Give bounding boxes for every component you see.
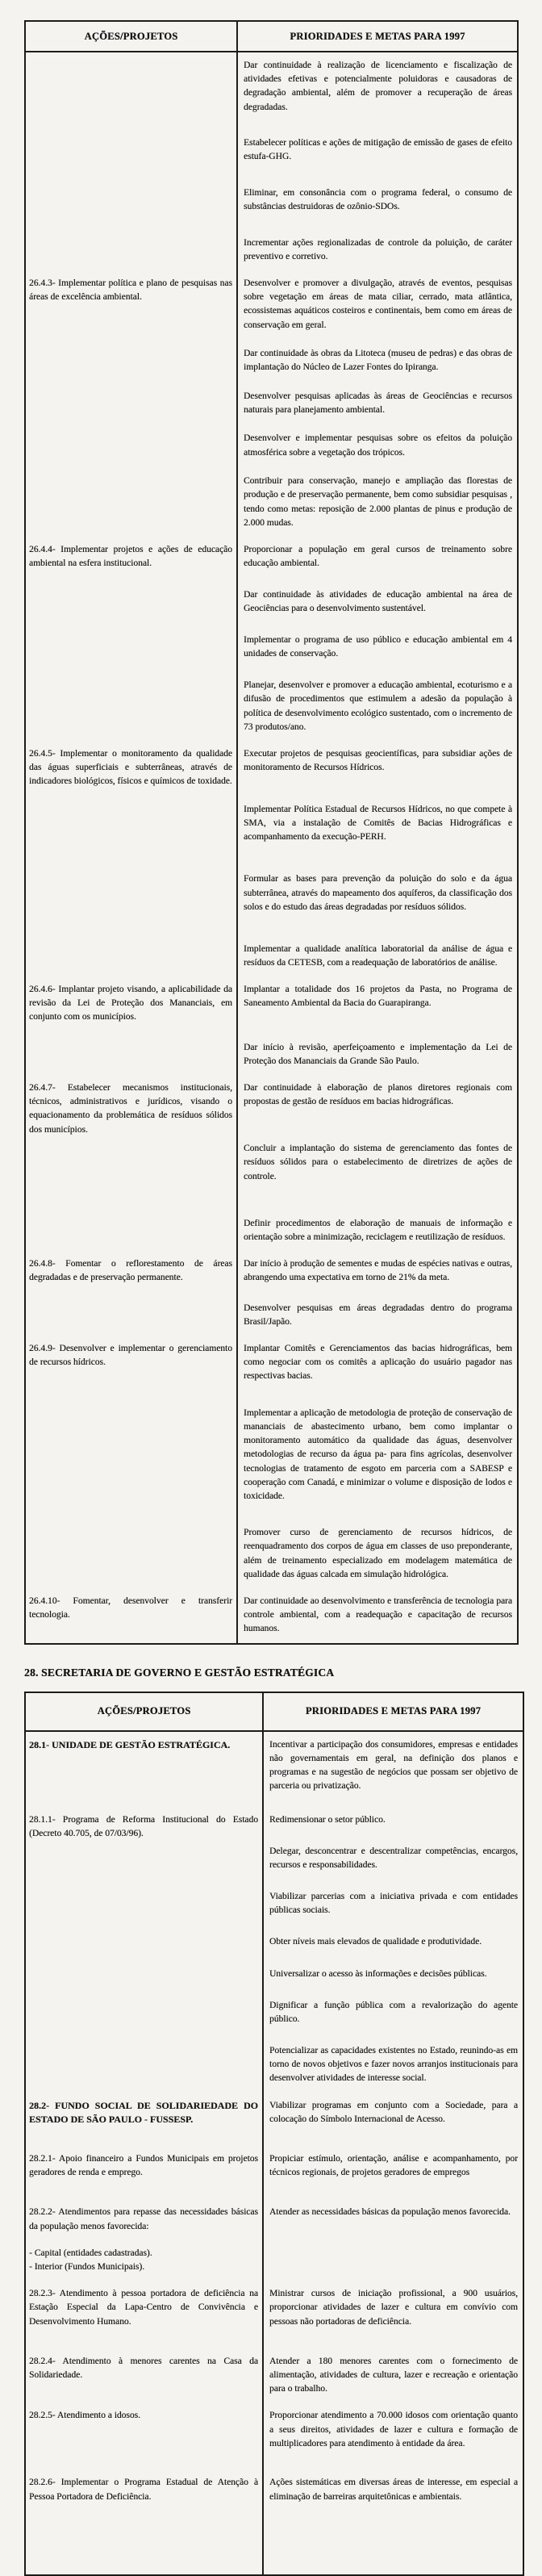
goal-text: Delegar, desconcentrar e descentralizar competências, encargos, recursos e responsabilidades. — [269, 1846, 518, 1870]
goal-text: Implantar Comitês e Gerenciamentos das bacias hidrográficas, bem como negociar com os comitês a aplicação do usuário pagador nas respectivas bacias. — [244, 1344, 512, 1382]
goal-text: Incentivar a participação dos consumidores, empresas e entidades não governamentais em geral, na definição dos planos e programas e na sugestão de negócios que possam ser objetivo de parceria ou privatização. — [269, 1739, 518, 1792]
goal-text: Executar projetos de pesquisas geocientíficas, para subsidiar ações de monitoramento de Recursos Hídricos. — [244, 749, 512, 773]
column-header-prioridades-metas: PRIORIDADES E METAS PARA 1997 — [262, 1693, 523, 1730]
action-cell — [26, 2146, 262, 2199]
goal-text: Implementar o programa de uso público e educação ambiental em 4 unidades de conservação. — [244, 635, 512, 659]
goals-cell — [236, 1251, 517, 1336]
goal-text: Incrementar ações regionalizadas de controle da poluição, de caráter preventivo e corretivo. — [244, 237, 512, 261]
action-text: 26.4.5- Implementar o monitoramento da qualidade das águas superficiais e subterrâneas, através de indicadores biológicos, físicos e químicos de toxidade. — [29, 749, 232, 787]
goal-text: Dar início à produção de sementes e mudas de espécies nativas e outras, abrangendo uma expectativa em torno de 21% da meta. — [244, 1259, 512, 1283]
goal-text: Desenvolver pesquisas em áreas degradadas dentro do programa Brasil/Japão. — [244, 1303, 512, 1327]
table-row — [26, 537, 517, 741]
goals-cell — [236, 52, 517, 270]
goal-text: Dar continuidade ao desenvolvimento e transferência de tecnologia para controle ambiental, com a readequação e capacitação de recursos humanos. — [244, 1596, 512, 1634]
goal-text: Dignificar a função pública com a revalorização do agente público. — [269, 2000, 518, 2024]
table-row — [26, 1588, 517, 1643]
goal-text: Dar continuidade às obras da Litoteca (museu de pedras) e das obras de implantação do Núcleo de Lazer Fontes do Ipiranga. — [244, 349, 512, 373]
table-row — [26, 1075, 517, 1251]
table-body — [26, 52, 517, 1643]
table-row — [26, 2402, 523, 2469]
goals-cell — [262, 2469, 523, 2574]
action-subitem: - Interior (Fundos Municipais). — [29, 2262, 145, 2273]
action-cell — [26, 1251, 236, 1336]
goals-cell — [236, 270, 517, 537]
action-text: 26.4.7- Estabelecer mecanismos institucionais, técnicos, administrativos e jurídicos, visando o equacionamento da problemática de resíduos sólidos dos municípios. — [29, 1083, 232, 1135]
table-row — [26, 976, 517, 1075]
action-text: 28.2- FUNDO SOCIAL DE SOLIDARIEDADE DO ESTADO DE SÃO PAULO - FUSSESP. — [29, 2099, 258, 2125]
action-text: 28.1- UNIDADE DE GESTÃO ESTRATÉGICA. — [29, 1738, 231, 1750]
goal-text: Atender as necessidades básicas da população menos favorecida. — [269, 2207, 511, 2218]
goal-text: Proporcionar a população em geral cursos de treinamento sobre educação ambiental. — [244, 545, 512, 569]
table-row — [26, 1807, 523, 2093]
goals-cell — [236, 537, 517, 741]
column-header-prioridades-metas: PRIORIDADES E METAS PARA 1997 — [236, 22, 517, 51]
action-cell — [26, 1075, 236, 1251]
goal-text: Desenvolver e implementar pesquisas sobre os efeitos da poluição atmosférica sobre a vegetação dos trópicos. — [244, 433, 512, 458]
goal-text: Dar continuidade à elaboração de planos diretores regionais com propostas de gestão de resíduos em bacias hidrográficas. — [244, 1083, 512, 1107]
action-cell — [26, 2348, 262, 2403]
action-text: 26.4.10- Fomentar, desenvolver e transferir tecnologia. — [29, 1596, 232, 1620]
action-cell — [26, 1807, 262, 2093]
goal-text: Redimensionar o setor público. — [269, 1814, 386, 1825]
goal-text: Atender a 180 menores carentes com o fornecimento de alimentação, atividades de cultura, lazer e recreação e orientação para o trabalho. — [269, 2356, 518, 2394]
action-cell — [26, 537, 236, 741]
action-cell — [26, 2469, 262, 2574]
goals-cell — [262, 2199, 523, 2281]
table-row — [26, 2146, 523, 2199]
table-row — [26, 1732, 523, 1807]
goal-text: Promover curso de gerenciamento de recursos hídricos, de reenquadramento dos corpos de água em classes de uso preponderante, além de treinamento especializado em modelagem matemática de qualidade das águas calcada em simulação hidrológica. — [244, 1528, 512, 1579]
goals-cell — [262, 2146, 523, 2199]
action-cell — [26, 2093, 262, 2146]
goals-cell — [236, 741, 517, 976]
action-cell — [26, 2281, 262, 2348]
table-row — [26, 2281, 523, 2348]
table-row — [26, 1251, 517, 1336]
goals-cell — [236, 1588, 517, 1643]
table-body — [26, 1732, 523, 2575]
action-text: 28.2.6- Implementar o Programa Estadual de Atenção à Pessoa Portadora de Deficiência. — [29, 2478, 258, 2502]
section-heading: 28. SECRETARIA DE GOVERNO E GESTÃO ESTRATÉGICA — [24, 1666, 335, 1679]
table-header-row — [26, 1693, 523, 1732]
action-cell — [26, 270, 236, 537]
action-cell — [26, 2199, 262, 2281]
goal-text: Formular as bases para prevenção da poluição do solo e da água subterrânea, através do mapeamento dos aquíferos, da classificação dos solos e do estudo das áreas degradadas por resíduos sólidos. — [244, 874, 512, 912]
actions-goals-table-governo-gestao — [24, 1692, 524, 2576]
goal-text: Viabilizar programas em conjunto com a Sociedade, para a colocação do Símbolo Internacional de Acesso. — [269, 2100, 518, 2124]
goals-cell — [236, 1075, 517, 1251]
column-header-acoes-projetos: AÇÕES/PROJETOS — [97, 1705, 191, 1717]
action-text: 26.4.9- Desenvolver e implementar o gerenciamento de recursos hídricos. — [29, 1344, 232, 1368]
goal-text: Dar continuidade à realização de licenciamento e fiscalização de atividades efetivas e potencialmente poluidoras e causadoras de degradação ambiental, além de promover a recuperação de áreas degradadas. — [244, 61, 512, 112]
goal-text: Desenvolver e promover a divulgação, através de eventos, pesquisas sobre vegetação em áreas de mata ciliar, cerrado, mata atlântica, ecossistemas aquáticos costeiros e continentais, bem como em áreas de conservação em geral. — [244, 278, 512, 330]
table-row — [26, 741, 517, 976]
goal-text: Implementar a aplicação de metodologia de proteção de conservação de mananciais de abastecimento urbano, bem como implantar o monitoramento automático da qualidade das águas, desenvolver metodologias de recurso da água pa- para fins agrícolas, desenvolver tecnologias de tratamento de esgoto em parceria com a SABESP e cooperação com Canadá, e minimizar o volume e disposição de lodos e toxicidade. — [244, 1407, 512, 1501]
action-text: 26.4.4- Implementar projetos e ações de educação ambiental na esfera institucional. — [29, 545, 232, 569]
table-row — [26, 2469, 523, 2574]
goal-text: Viabilizar parcerias com a iniciativa privada e com entidades públicas sociais. — [269, 1892, 518, 1916]
goals-cell — [236, 976, 517, 1075]
goals-cell — [262, 1807, 523, 2093]
column-header-acoes-projetos: AÇÕES/PROJETOS — [84, 30, 178, 42]
goal-text: Concluir a implantação do sistema de gerenciamento das fontes de resíduos sólidos para o estabelecimento de diretrizes de ações de controle. — [244, 1144, 512, 1181]
goal-text: Proporcionar atendimento a 70.000 idosos com orientação quanto a seus direitos, atividades de lazer e cultura e formação de multiplicadores para atendimento à entidade da área. — [269, 2411, 518, 2448]
action-cell — [26, 1732, 262, 1807]
goal-text: Contribuir para conservação, manejo e ampliação das florestas de produção e de preservação permanente, bem como subsidiar pesquisas , tendo como metas: reposição de 2.000 plantas de pinus e produção de 2.000 mudas. — [244, 476, 512, 528]
table-header-row — [26, 22, 517, 52]
table-row — [26, 1336, 517, 1588]
action-cell — [26, 1336, 236, 1588]
goal-text: Ministrar cursos de iniciação profissional, a 900 usuários, proporcionar atividades de lazer e cultura em convívio com pessoas não portadoras de deficiência. — [269, 2289, 518, 2327]
action-cell — [26, 976, 236, 1075]
action-text: 28.2.5- Atendimento a idosos. — [29, 2411, 140, 2421]
table-row — [26, 52, 517, 270]
action-subitem: - Capital (entidades cadastradas). — [29, 2248, 152, 2258]
goal-text: Implantar a totalidade dos 16 projetos da Pasta, no Programa de Saneamento Ambiental da Bacia do Guarapiranga. — [244, 985, 512, 1009]
goal-text: Dar início à revisão, aperfeiçoamento e implementação da Lei de Proteção dos Mananciais da Grande São Paulo. — [244, 1042, 512, 1066]
action-cell — [26, 741, 236, 976]
goal-text: Eliminar, em consonância com o programa federal, o consumo de substâncias destruidoras de ozônio-SDOs. — [244, 187, 512, 212]
goal-text: Ações sistemáticas em diversas áreas de interesse, em especial a eliminação de barreiras arquitetônicas e ambientais. — [269, 2478, 518, 2502]
action-cell — [26, 1588, 236, 1643]
goal-text: Potencializar as capacidades existentes no Estado, reunindo-as em torno de novos objetivos e fazer novos arranjos institucionais para desenvolver atividades de interesse social. — [269, 2045, 518, 2084]
action-text: 28.2.3- Atendimento à pessoa portadora de deficiência na Estação Especial da Lapa-Centro de Convivência e Desenvolvimento Humano. — [29, 2289, 258, 2327]
goal-text: Dar continuidade às atividades de educação ambiental na área de Geociências para o desenvolvimento sustentável. — [244, 590, 512, 614]
goal-text: Universalizar o acesso às informações e decisões públicas. — [269, 1968, 487, 1979]
goal-text: Implementar a qualidade analítica laboratorial da análise de água e resíduos da CETESB, com a readequação de laboratórios de análise. — [244, 943, 512, 968]
table-row — [26, 2199, 523, 2281]
goals-cell — [262, 2093, 523, 2146]
action-text: 26.4.8- Fomentar o reflorestamento de áreas degradadas e de preservação permanente. — [29, 1259, 232, 1283]
action-cell — [26, 2402, 262, 2469]
actions-goals-table-environment — [24, 20, 519, 1645]
goal-text: Obter níveis mais elevados de qualidade e produtividade. — [269, 1937, 482, 1947]
action-text: 28.2.4- Atendimento à menores carentes na Casa da Solidariedade. — [29, 2356, 258, 2381]
goal-text: Estabelecer políticas e ações de mitigação de emissão de gases de efeito estufa-GHG. — [244, 138, 512, 162]
table-row — [26, 270, 517, 537]
goals-cell — [262, 2402, 523, 2469]
goals-cell — [236, 1336, 517, 1588]
action-text: 28.1.1- Programa de Reforma Institucional do Estado (Decreto 40.705, de 07/03/96). — [29, 1814, 258, 1838]
action-text: 26.4.6- Implantar projeto visando, a aplicabilidade da revisão da Lei de Proteção dos Mananciais, em conjunto com os municípios. — [29, 985, 232, 1022]
goals-cell — [262, 1732, 523, 1807]
goals-cell — [262, 2348, 523, 2403]
goal-text: Planejar, desenvolver e promover a educação ambiental, ecoturismo e a difusão de procedimentos que estimulem a adesão da população à política de desenvolvimento ecológico sustentado, com o incremento de 73 produtos/ano. — [244, 680, 512, 732]
goal-text: Desenvolver pesquisas aplicadas às áreas de Geociências e recursos naturais para planejamento ambiental. — [244, 391, 512, 415]
goal-text: Implementar Política Estadual de Recursos Hídricos, no que compete à SMA, via a instalação de Comitês de Bacias Hidrográficas e acompanhamento da execução-PERH. — [244, 805, 512, 843]
goal-text: Propiciar estímulo, orientação, análise e acompanhamento, por técnicos regionais, de projetos geradores de empregos — [269, 2154, 518, 2178]
table-row — [26, 2093, 523, 2146]
table-row — [26, 2348, 523, 2403]
action-cell — [26, 52, 236, 270]
action-text: 26.4.3- Implementar política e plano de pesquisas nas áreas de excelência ambiental. — [29, 278, 232, 303]
goal-text: Definir procedimentos de elaboração de manuais de informação e orientação sobre a minimização, reciclagem e reutilização de resíduos. — [244, 1218, 512, 1242]
goals-cell — [262, 2281, 523, 2348]
action-text: 28.2.1- Apoio financeiro a Fundos Municipais em projetos geradores de renda e emprego. — [29, 2154, 258, 2178]
action-text: 28.2.2- Atendimentos para repasse das necessidades básicas da população menos favorecida: — [29, 2207, 258, 2231]
